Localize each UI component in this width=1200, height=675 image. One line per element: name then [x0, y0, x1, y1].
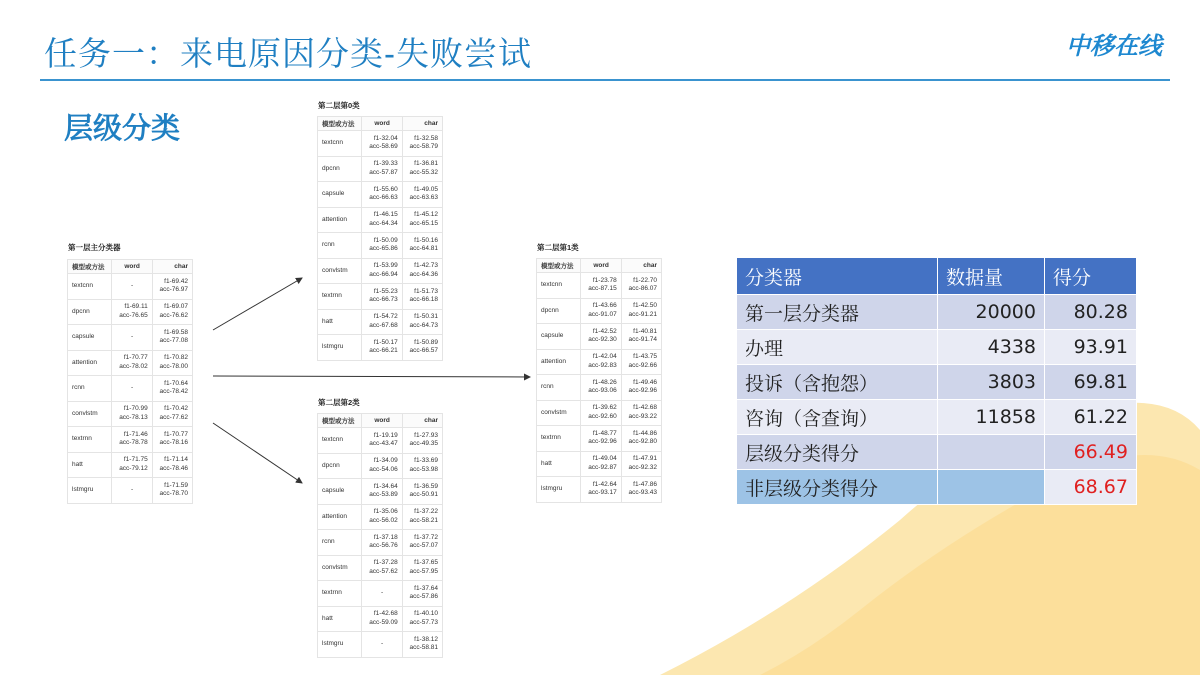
- model-name: capsule: [68, 325, 112, 351]
- char-f1: f1-69.58: [164, 328, 188, 336]
- word-f1: -: [131, 282, 134, 289]
- word-f1: f1-42.52: [592, 327, 617, 335]
- model-name: rcnn: [318, 530, 362, 556]
- model-name: hatt: [318, 606, 362, 632]
- char-f1: f1-33.69: [414, 457, 438, 465]
- char-f1: f1-40.81: [633, 327, 657, 335]
- char-f1: f1-40.10: [414, 610, 438, 618]
- word-f1: f1-37.28: [373, 559, 398, 567]
- model-name: attention: [318, 504, 362, 530]
- column-header: char: [402, 117, 442, 131]
- summary-score: 69.81: [1045, 365, 1137, 400]
- word-f1: f1-23.78: [592, 276, 617, 284]
- word-f1: f1-39.33: [373, 160, 398, 168]
- char-acc: acc-49.35: [409, 440, 438, 448]
- word-acc: acc-57.87: [369, 168, 398, 176]
- model-name: hatt: [68, 452, 112, 478]
- char-f1: f1-70.64: [164, 379, 188, 387]
- summary-count: 4338: [938, 330, 1045, 365]
- model-name: attention: [68, 350, 112, 376]
- word-f1: -: [131, 384, 134, 391]
- summary-row: [737, 330, 1137, 365]
- word-acc: acc-78.02: [119, 362, 148, 370]
- column-header: char: [152, 260, 192, 274]
- char-f1: f1-47.86: [633, 480, 657, 488]
- column-header: word: [362, 117, 402, 131]
- char-acc: acc-91.74: [628, 336, 657, 344]
- char-acc: acc-50.91: [409, 491, 438, 499]
- word-acc: acc-58.69: [369, 143, 398, 151]
- char-acc: acc-86.07: [628, 285, 657, 293]
- word-acc: acc-92.83: [588, 361, 617, 369]
- word-acc: acc-92.60: [588, 412, 617, 420]
- model-name: hatt: [537, 451, 581, 477]
- char-f1: f1-51.73: [414, 287, 438, 295]
- model-name: textcnn: [318, 428, 362, 454]
- char-acc: acc-76.97: [159, 286, 188, 294]
- word-f1: f1-70.77: [123, 354, 148, 362]
- summary-name: 办理: [737, 330, 938, 365]
- column-header: word: [112, 260, 152, 274]
- char-f1: f1-38.12: [414, 635, 438, 643]
- char-acc: acc-58.21: [409, 516, 438, 524]
- char-acc: acc-66.18: [409, 296, 438, 304]
- model-name: textcnn: [318, 131, 362, 157]
- word-f1: -: [131, 333, 134, 340]
- summary-count: [938, 470, 1045, 505]
- company-logo: 中移在线: [1066, 33, 1162, 60]
- char-f1: f1-36.59: [414, 482, 438, 490]
- model-name: capsule: [318, 182, 362, 208]
- word-acc: acc-66.21: [369, 347, 398, 355]
- char-acc: acc-57.86: [409, 593, 438, 601]
- char-acc: acc-92.32: [628, 463, 657, 471]
- word-f1: f1-55.60: [373, 185, 398, 193]
- word-f1: f1-69.11: [124, 303, 148, 311]
- char-f1: f1-37.22: [414, 508, 438, 516]
- char-f1: f1-36.81: [414, 160, 438, 168]
- char-f1: f1-49.46: [633, 378, 657, 386]
- char-f1: f1-69.07: [164, 303, 188, 311]
- column-header: 模型或方法: [68, 260, 112, 274]
- char-f1: f1-44.86: [633, 429, 657, 437]
- word-acc: acc-56.76: [369, 542, 398, 550]
- char-f1: f1-50.89: [414, 338, 438, 346]
- word-f1: f1-48.77: [592, 429, 617, 437]
- model-name: lstmgru: [68, 478, 112, 504]
- model-name: rcnn: [537, 375, 581, 401]
- summary-score: 80.28: [1045, 295, 1137, 330]
- char-acc: acc-92.66: [628, 361, 657, 369]
- summary-header-count: 数据量: [938, 258, 1045, 295]
- char-acc: acc-78.70: [159, 490, 188, 498]
- summary-score: 61.22: [1045, 400, 1137, 435]
- word-f1: f1-46.15: [373, 211, 398, 219]
- word-acc: acc-67.68: [369, 321, 398, 329]
- char-acc: acc-77.62: [159, 413, 188, 421]
- arrow-to-class1: [213, 376, 530, 377]
- summary-count: 20000: [938, 295, 1045, 330]
- word-f1: f1-19.19: [373, 431, 398, 439]
- word-acc: acc-93.17: [588, 489, 617, 497]
- model-name: convlstm: [68, 401, 112, 427]
- char-f1: f1-42.50: [633, 302, 657, 310]
- word-acc: acc-64.34: [369, 219, 398, 227]
- char-f1: f1-45.12: [414, 211, 438, 219]
- word-f1: f1-48.26: [592, 378, 617, 386]
- char-f1: f1-37.65: [414, 559, 438, 567]
- summary-count: [938, 435, 1045, 470]
- model-name: textcnn: [537, 273, 581, 299]
- char-acc: acc-93.22: [628, 412, 657, 420]
- char-f1: f1-42.68: [633, 404, 657, 412]
- summary-name: 第一层分类器: [737, 295, 938, 330]
- column-header: 模型或方法: [318, 117, 362, 131]
- word-f1: -: [381, 640, 384, 647]
- char-f1: f1-71.14: [164, 456, 188, 464]
- word-f1: f1-39.62: [592, 404, 617, 412]
- model-name: textrnn: [318, 284, 362, 310]
- model-name: convlstm: [318, 555, 362, 581]
- word-acc: acc-43.47: [369, 440, 398, 448]
- model-name: dpcnn: [537, 298, 581, 324]
- word-f1: f1-37.18: [373, 533, 398, 541]
- layer2-class1-caption: 第二层第1类: [537, 243, 579, 252]
- word-acc: acc-78.13: [119, 413, 148, 421]
- char-acc: acc-76.62: [159, 311, 188, 319]
- word-acc: acc-57.62: [369, 567, 398, 575]
- char-acc: acc-78.16: [159, 439, 188, 447]
- column-header: char: [621, 259, 661, 273]
- model-name: rcnn: [318, 233, 362, 259]
- char-acc: acc-57.95: [409, 567, 438, 575]
- word-acc: acc-66.73: [369, 296, 398, 304]
- summary-name: 咨询（含查询）: [737, 400, 938, 435]
- summary-row: [737, 435, 1137, 470]
- summary-score-highlight: 68.67: [1045, 470, 1137, 505]
- word-f1: -: [131, 486, 134, 493]
- word-acc: acc-59.09: [369, 618, 398, 626]
- char-f1: f1-47.91: [633, 455, 657, 463]
- char-f1: f1-50.16: [414, 236, 438, 244]
- char-f1: f1-37.72: [414, 533, 438, 541]
- column-header: word: [581, 259, 621, 273]
- char-acc: acc-78.00: [159, 362, 188, 370]
- layer2-class0-caption: 第二层第0类: [318, 101, 360, 110]
- summary-name: 层级分类得分: [737, 435, 938, 470]
- column-header: char: [402, 414, 442, 428]
- column-header: 模型或方法: [318, 414, 362, 428]
- char-acc: acc-91.21: [628, 310, 657, 318]
- char-f1: f1-32.58: [414, 134, 438, 142]
- word-f1: f1-32.04: [373, 134, 398, 142]
- model-name: capsule: [537, 324, 581, 350]
- model-name: hatt: [318, 309, 362, 335]
- word-f1: f1-70.99: [123, 405, 148, 413]
- word-acc: acc-78.78: [119, 439, 148, 447]
- word-f1: f1-42.68: [373, 610, 398, 618]
- word-acc: acc-93.06: [588, 387, 617, 395]
- model-name: dpcnn: [68, 299, 112, 325]
- char-acc: acc-53.98: [409, 465, 438, 473]
- char-acc: acc-92.80: [628, 438, 657, 446]
- summary-count: 11858: [938, 400, 1045, 435]
- char-acc: acc-78.46: [159, 464, 188, 472]
- column-header: 模型或方法: [537, 259, 581, 273]
- word-f1: f1-43.66: [592, 302, 617, 310]
- word-acc: acc-56.02: [369, 516, 398, 524]
- model-name: attention: [537, 349, 581, 375]
- model-name: attention: [318, 207, 362, 233]
- word-acc: acc-54.06: [369, 465, 398, 473]
- word-f1: f1-34.09: [373, 457, 398, 465]
- char-acc: acc-64.81: [409, 245, 438, 253]
- word-f1: f1-71.46: [123, 430, 148, 438]
- word-f1: f1-49.04: [592, 455, 617, 463]
- summary-header-classifier: 分类器: [737, 258, 938, 295]
- word-acc: acc-66.63: [369, 194, 398, 202]
- model-name: lstmgru: [537, 477, 581, 503]
- word-acc: acc-87.15: [588, 285, 617, 293]
- summary-header-row: [737, 258, 1137, 295]
- word-f1: f1-53.99: [373, 262, 398, 270]
- word-f1: f1-71.75: [123, 456, 148, 464]
- char-acc: acc-93.43: [628, 489, 657, 497]
- word-acc: acc-79.12: [119, 464, 148, 472]
- char-f1: f1-69.42: [164, 277, 188, 285]
- char-f1: f1-50.31: [414, 313, 438, 321]
- summary-name: 投诉（含抱怨）: [737, 365, 938, 400]
- model-name: lstmgru: [318, 632, 362, 658]
- layer2-class2-caption: 第二层第2类: [318, 398, 360, 407]
- word-acc: acc-66.94: [369, 270, 398, 278]
- word-f1: f1-35.06: [373, 508, 398, 516]
- word-acc: acc-91.07: [588, 310, 617, 318]
- word-f1: f1-50.09: [373, 236, 398, 244]
- word-f1: f1-50.17: [373, 338, 398, 346]
- char-acc: acc-64.36: [409, 270, 438, 278]
- model-name: capsule: [318, 479, 362, 505]
- summary-count: 3803: [938, 365, 1045, 400]
- summary-row: [737, 470, 1137, 505]
- main-classifier-caption: 第一层主分类器: [68, 243, 121, 252]
- char-f1: f1-49.05: [414, 185, 438, 193]
- summary-name: 非层级分类得分: [737, 470, 938, 505]
- summary-row: [737, 295, 1137, 330]
- char-f1: f1-37.64: [414, 584, 438, 592]
- word-acc: acc-92.96: [588, 438, 617, 446]
- char-f1: f1-43.75: [633, 353, 657, 361]
- summary-header-score: 得分: [1045, 258, 1137, 295]
- model-name: dpcnn: [318, 453, 362, 479]
- char-acc: acc-77.08: [159, 337, 188, 345]
- section-subtitle: 层级分类: [64, 113, 181, 145]
- char-f1: f1-71.59: [164, 481, 188, 489]
- model-name: rcnn: [68, 376, 112, 402]
- char-acc: acc-58.79: [409, 143, 438, 151]
- word-f1: f1-54.72: [373, 313, 398, 321]
- word-acc: acc-92.30: [588, 336, 617, 344]
- word-f1: f1-55.23: [373, 287, 398, 295]
- summary-table: [736, 257, 1137, 505]
- arrow-to-class0: [213, 278, 302, 330]
- summary-score-highlight: 66.49: [1045, 435, 1137, 470]
- model-name: convlstm: [318, 258, 362, 284]
- model-name: dpcnn: [318, 156, 362, 182]
- char-acc: acc-64.73: [409, 321, 438, 329]
- char-acc: acc-57.07: [409, 542, 438, 550]
- word-acc: acc-76.65: [119, 311, 148, 319]
- arrow-to-class2: [213, 423, 302, 483]
- char-acc: acc-55.32: [409, 168, 438, 176]
- model-name: textrnn: [318, 581, 362, 607]
- char-acc: acc-65.15: [409, 219, 438, 227]
- word-f1: f1-34.64: [373, 482, 398, 490]
- char-acc: acc-57.73: [409, 618, 438, 626]
- char-f1: f1-70.82: [164, 354, 188, 362]
- char-f1: f1-22.70: [633, 276, 657, 284]
- char-acc: acc-66.57: [409, 347, 438, 355]
- word-acc: acc-92.87: [588, 463, 617, 471]
- summary-row: [737, 365, 1137, 400]
- word-f1: f1-42.64: [592, 480, 617, 488]
- model-name: lstmgru: [318, 335, 362, 361]
- word-f1: -: [381, 589, 384, 596]
- char-f1: f1-70.42: [164, 405, 188, 413]
- model-name: convlstm: [537, 400, 581, 426]
- model-name: textrnn: [537, 426, 581, 452]
- word-f1: f1-42.04: [592, 353, 617, 361]
- char-f1: f1-27.93: [414, 431, 438, 439]
- char-f1: f1-70.77: [164, 430, 188, 438]
- word-acc: acc-53.89: [369, 491, 398, 499]
- column-header: word: [362, 414, 402, 428]
- char-acc: acc-58.81: [409, 644, 438, 652]
- char-acc: acc-63.63: [409, 194, 438, 202]
- char-acc: acc-78.42: [159, 388, 188, 396]
- model-name: textcnn: [68, 274, 112, 300]
- char-acc: acc-92.96: [628, 387, 657, 395]
- page-title: 任务一：来电原因分类-失败尝试: [44, 35, 532, 72]
- word-acc: acc-65.86: [369, 245, 398, 253]
- summary-row: [737, 400, 1137, 435]
- model-name: textrnn: [68, 427, 112, 453]
- summary-score: 93.91: [1045, 330, 1137, 365]
- char-f1: f1-42.73: [414, 262, 438, 270]
